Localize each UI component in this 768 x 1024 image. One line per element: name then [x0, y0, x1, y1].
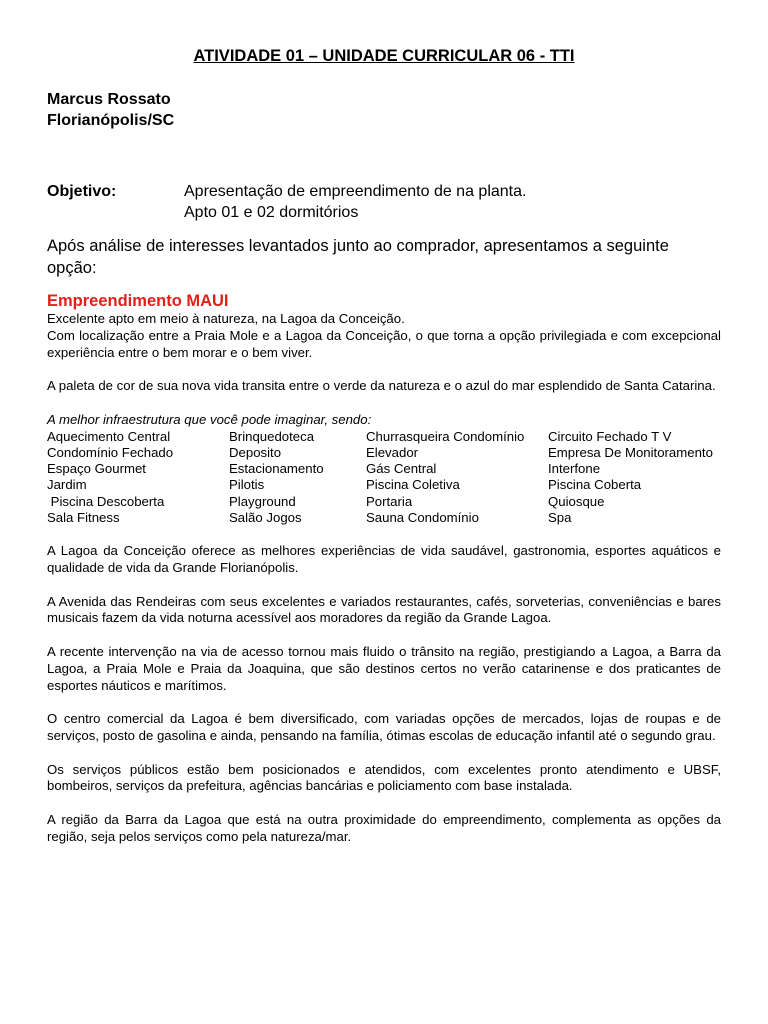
author-location: Florianópolis/SC — [47, 111, 175, 129]
document-title: ATIVIDADE 01 – UNIDADE CURRICULAR 06 - TTI — [193, 47, 575, 65]
amenity-item: Piscina Coberta — [548, 477, 642, 493]
objective-line-1: Apresentação de empreendimento de na planta. — [184, 183, 527, 200]
amenity-item: Sala Fitness — [47, 510, 120, 526]
amenity-item: Aquecimento Central — [47, 428, 171, 444]
paragraph-lagoa: A Lagoa da Conceição oferece as melhores experiências de vida saudável, gastronomia, esportes aquáticos e qualidade de vida da Grande Florianópolis. — [47, 543, 721, 575]
amenity-item: Quiosque — [548, 493, 605, 509]
paragraph-avenida: A Avenida das Rendeiras com seus excelentes e variados restaurantes, cafés, sorveterias, conveniências e bares musicais fazem da vida noturna acessível aos moradores da região da Grande Lagoa. — [47, 593, 721, 626]
objective-lines — [184, 182, 526, 223]
paragraph-acesso: A recente intervenção na via de acesso tornou mais fluido o trânsito na região, prestigiando a Lagoa, a Barra da Lagoa, a Praia Mole e Praia da Joaquina, que são destinos certos no verão catarinense e dos praticantes de esportes náuticos e marítimos. — [47, 643, 721, 693]
author-name: Marcus Rossato — [47, 91, 171, 108]
amenity-item: Churrasqueira Condomínio — [366, 428, 525, 444]
objective-section — [47, 182, 721, 223]
amenity-item: Gás Central — [366, 461, 437, 477]
development-desc-1: Excelente apto em meio à natureza, na Lagoa da Conceição. — [47, 311, 405, 326]
development-desc-2: Com localização entre a Praia Mole e a Lagoa da Conceição, o que torna a opção privilegiada e com excepcional experiência entre o bem morar e o bem viver. — [47, 327, 721, 360]
amenity-item: Pilotis — [229, 477, 265, 493]
amenity-item: Piscina Descoberta — [47, 493, 165, 509]
intro-text: Após análise de interesses levantados junto ao comprador, apresentamos a seguinte opção: — [47, 237, 669, 277]
amenity-item: Jardim — [47, 477, 87, 493]
document-page — [47, 44, 721, 846]
infrastructure-heading: A melhor infraestrutura que você pode imaginar, sendo: — [47, 411, 372, 427]
amenity-item: Circuito Fechado T V — [548, 428, 672, 444]
amenity-item: Sauna Condomínio — [366, 510, 479, 526]
objective-label: Objetivo: — [47, 183, 117, 200]
objective-line-2: Apto 01 e 02 dormitórios — [184, 203, 359, 221]
author-block — [47, 90, 721, 131]
amenity-item: Condomínio Fechado — [47, 444, 174, 460]
amenities-grid — [47, 429, 721, 527]
amenity-item: Deposito — [229, 444, 282, 460]
paragraph-comercio: O centro comercial da Lagoa é bem diversificado, com variadas opções de mercados, lojas de roupas e de serviços, posto de gasolina e ainda, pensando na família, ótimas escolas de educação infantil até o segundo grau. — [47, 711, 721, 743]
amenity-item: Brinquedoteca — [229, 428, 315, 444]
amenity-item: Playground — [229, 493, 296, 509]
amenity-item: Piscina Coletiva — [366, 477, 460, 493]
amenity-item: Portaria — [366, 493, 413, 509]
amenity-item: Interfone — [548, 461, 601, 477]
paragraph-servicos: Os serviços públicos estão bem posicionados e atendidos, com excelentes pronto atendimento e UBSF, bombeiros, serviços da prefeitura, agências bancárias e policiamento com base instalada. — [47, 761, 721, 794]
palette-paragraph: A paleta de cor de sua nova vida transita entre o verde da natureza e o azul do mar esplendido de Santa Catarina. — [47, 378, 716, 394]
amenity-item: Empresa De Monitoramento — [548, 444, 713, 460]
amenity-item: Spa — [548, 510, 572, 526]
amenity-item: Estacionamento — [229, 461, 324, 477]
development-title: Empreendimento MAUI — [47, 292, 229, 310]
paragraph-barra: A região da Barra da Lagoa que está na outra proximidade do empreendimento, complementa as opções da região, seja pelos serviços como pela natureza/mar. — [47, 811, 721, 844]
amenity-item: Espaço Gourmet — [47, 461, 146, 477]
amenity-item: Salão Jogos — [229, 510, 302, 526]
amenity-item: Elevador — [366, 444, 419, 460]
